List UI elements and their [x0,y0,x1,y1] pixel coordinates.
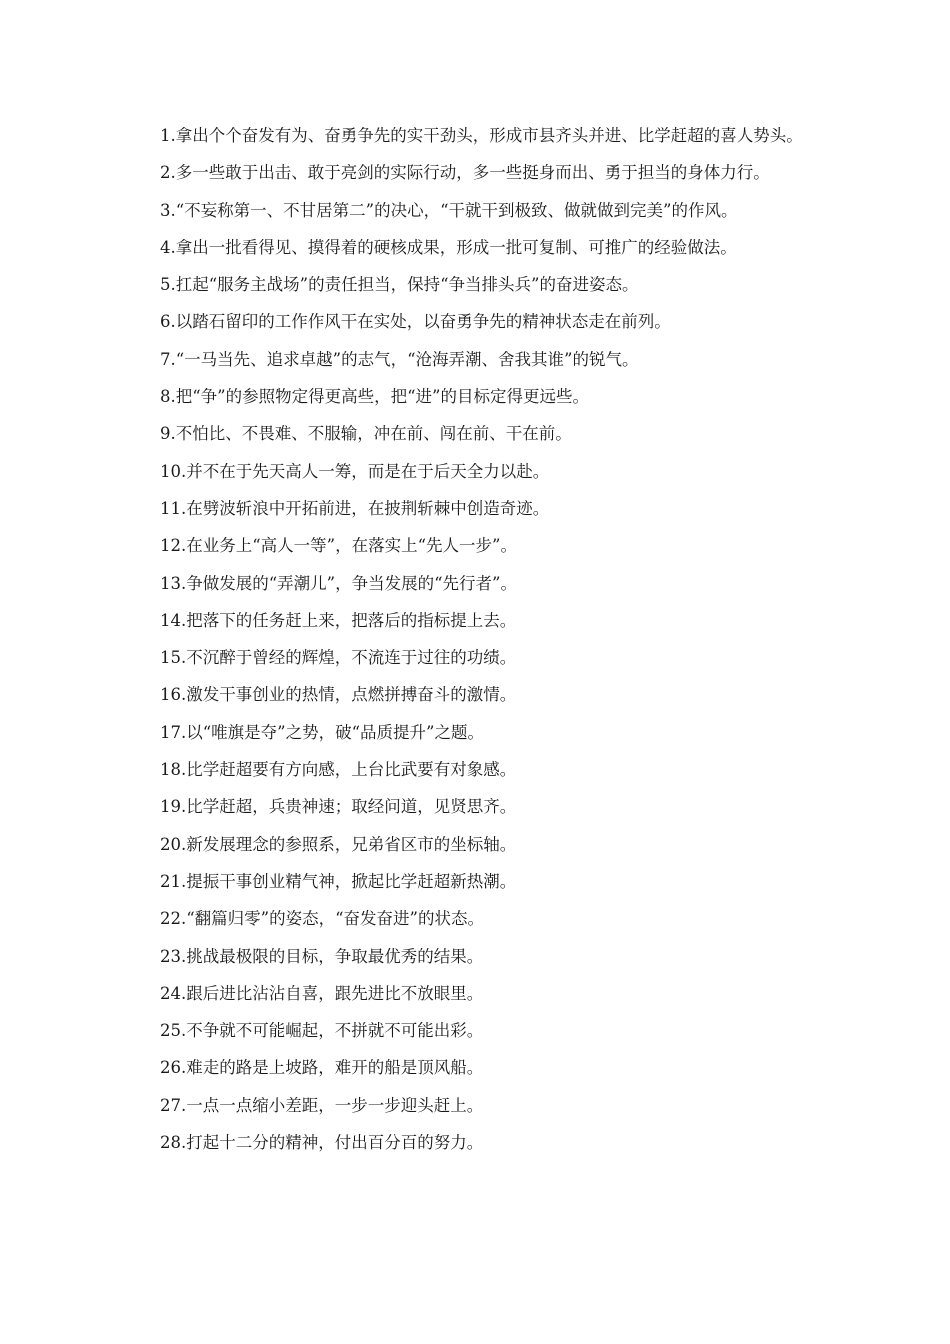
list-item: 22.“翻篇归零”的姿态，“奋发奋进”的状态。 [160,909,484,929]
list-item: 16.激发干事创业的热情，点燃拼搏奋斗的激情。 [160,685,517,705]
list-item: 17.以“唯旗是夺”之势，破“品质提升”之题。 [160,722,484,742]
list-item: 20.新发展理念的参照系，兄弟省区市的坐标轴。 [160,834,517,854]
list-item: 28.打起十二分的精神，付出百分百的努力。 [160,1133,484,1153]
list-item: 2.多一些敢于出击、敢于亮剑的实际行动，多一些挺身而出、勇于担当的身体力行。 [160,163,770,183]
list-item: 21.提振干事创业精气神，掀起比学赶超新热潮。 [160,871,517,891]
list-item: 1.拿出个个奋发有为、奋勇争先的实干劲头，形成市县齐头并进、比学赶超的喜人势头。 [160,126,803,145]
list-item: 6.以踏石留印的工作作风干在实处，以奋勇争先的精神状态走在前列。 [160,312,671,332]
list-item: 15.不沉醉于曾经的辉煌，不流连于过往的功绩。 [160,648,517,668]
list-item: 27.一点一点缩小差距，一步一步迎头赶上。 [160,1095,484,1115]
list-item: 4.拿出一批看得见、摸得着的硬核成果，形成一批可复制、可推广的经验做法。 [160,237,737,257]
list-item: 14.把落下的任务赶上来，把落后的指标提上去。 [160,610,517,630]
list-item: 13.争做发展的“弄潮儿”，争当发展的“先行者”。 [160,573,517,593]
list-item: 3.“不妄称第一、不甘居第二”的决心，“干就干到极致、做就做到完美”的作风。 [160,200,738,220]
list-item: 12.在业务上“高人一等”，在落实上“先人一步”。 [160,536,517,556]
list-item: 24.跟后进比沾沾自喜，跟先进比不放眼里。 [160,983,484,1003]
list-item: 5.扛起“服务主战场”的责任担当，保持“争当排头兵”的奋进姿态。 [160,275,639,295]
list-item: 18.比学赶超要有方向感，上台比武要有对象感。 [160,760,517,780]
list-item: 25.不争就不可能崛起，不拼就不可能出彩。 [160,1021,484,1041]
list-item: 23.挑战最极限的目标，争取最优秀的结果。 [160,946,484,966]
list-item: 8.把“争”的参照物定得更高些，把“进”的目标定得更远些。 [160,387,589,407]
list-item: 26.难走的路是上坡路，难开的船是顶风船。 [160,1058,484,1078]
document-body [115,124,840,1168]
list-item: 10.并不在于先天高人一筹，而是在于后天全力以赴。 [160,461,550,481]
list-item: 19.比学赶超，兵贵神速；取经问道，见贤思齐。 [160,797,517,817]
list-item: 9.不怕比、不畏难、不服输，冲在前、闯在前、干在前。 [160,424,572,444]
list-item: 7.“一马当先、追求卓越”的志气，“沧海弄潮、舍我其谁”的锐气。 [160,349,639,369]
list-item: 11.在劈波斩浪中开拓前进，在披荆斩棘中创造奇迹。 [160,498,550,518]
